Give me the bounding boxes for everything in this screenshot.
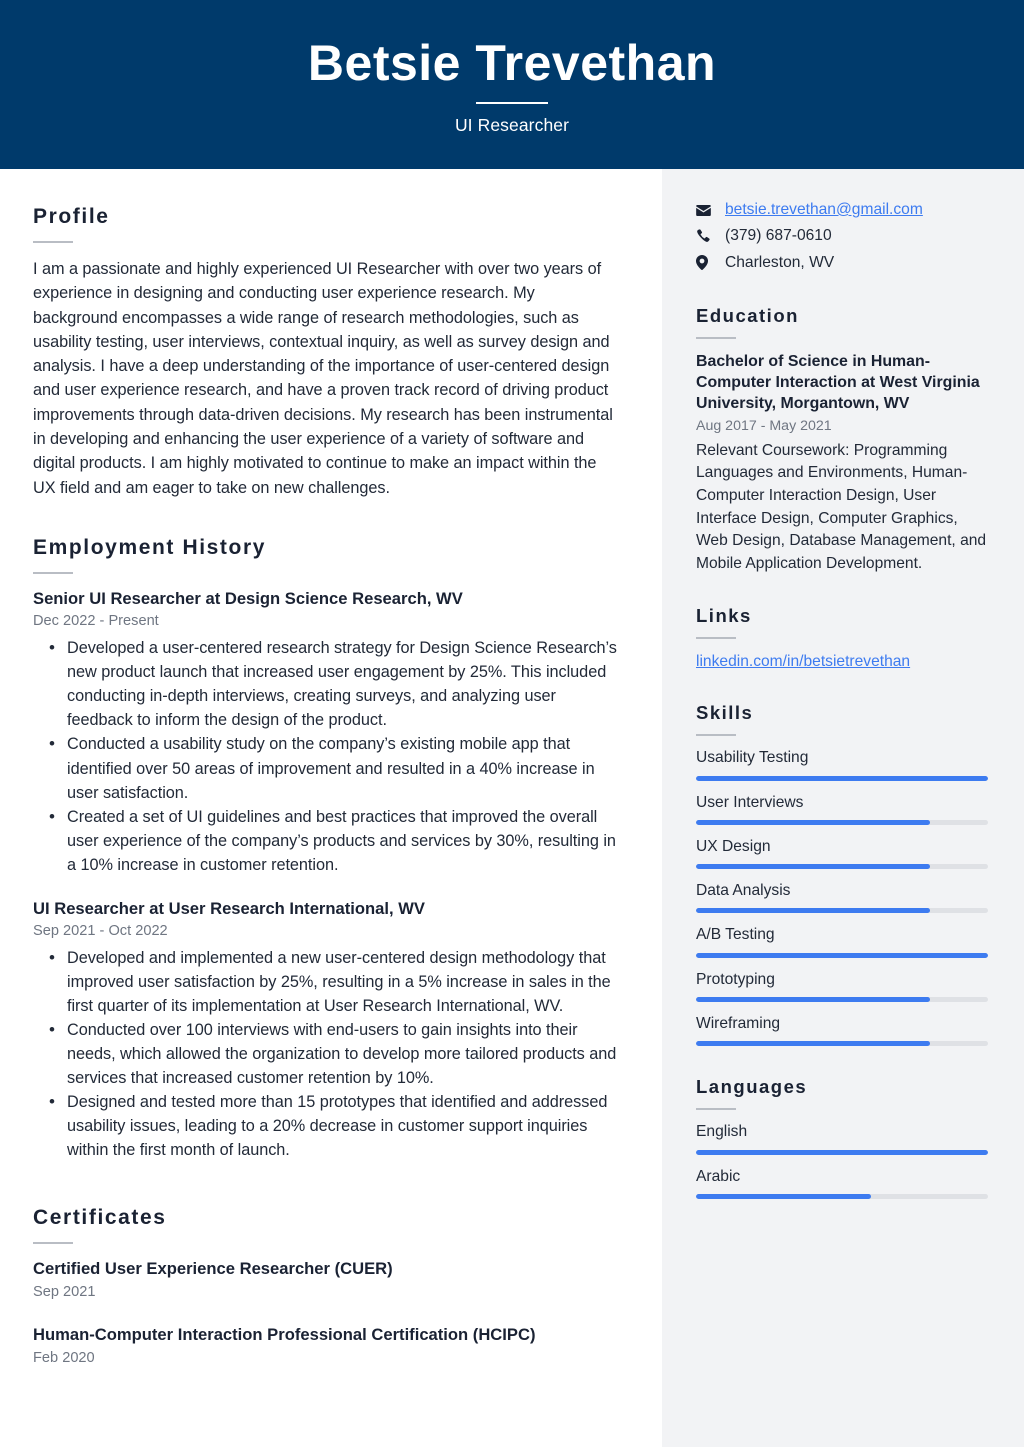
job-bullet: • Developed and implemented a new user-centered design methodology that improved user satisfaction by 25%, resulting in a 5% increase in sales in the first quarter of its implementation at User Research International, WV. (67, 946, 620, 1018)
phone-icon (696, 229, 716, 243)
section-rule (696, 1108, 736, 1110)
job-title: Senior UI Researcher at Design Science Research, WV (33, 588, 463, 608)
section-links (696, 605, 988, 672)
skill (696, 925, 988, 957)
skill (696, 748, 988, 780)
language (696, 1122, 988, 1154)
resume-body (0, 169, 1024, 1447)
job-bullet-list (33, 946, 620, 1162)
contact-row (696, 253, 988, 273)
section-heading-employment: Employment History (33, 535, 267, 559)
envelope-icon (696, 205, 716, 216)
skill-label: Prototyping (696, 970, 775, 988)
language (696, 1167, 988, 1199)
language-meter-fill (696, 1150, 988, 1155)
skill-meter-track (696, 1041, 988, 1046)
section-rule (33, 1242, 73, 1244)
section-rule (696, 734, 736, 736)
skill-meter-fill (696, 864, 930, 869)
links-list (696, 651, 988, 672)
contact-value: (379) 687-0610 (725, 227, 832, 245)
skill-meter-track (696, 864, 988, 869)
education-coursework: Relevant Coursework: Programming Languages and Environments, Human-Computer Interaction Design, User Interface Design, Computer Graphics, Web Design, Database Management, and Mobile Application Development. (696, 441, 987, 572)
map-pin-icon (696, 255, 716, 270)
skill-meter-fill (696, 1041, 930, 1046)
contact-row (696, 226, 988, 246)
education-date: Aug 2017 - May 2021 (696, 418, 832, 435)
skill (696, 837, 988, 869)
section-heading-skills: Skills (696, 702, 754, 724)
skill-meter-track (696, 997, 988, 1002)
job-bullet: • Conducted over 100 interviews with end-users to gain insights into their needs, which allowed the organization to develop more tailored products and services that increased customer retention by 10%. (67, 1018, 620, 1090)
section-rule (33, 572, 73, 574)
employment-list (33, 588, 620, 1163)
skill-meter-fill (696, 820, 930, 825)
certificate-entry (33, 1258, 620, 1302)
language-meter-track (696, 1150, 988, 1155)
skill (696, 970, 988, 1002)
job-entry (33, 588, 620, 877)
section-certificates (33, 1206, 620, 1367)
candidate-job-title: UI Researcher (454, 114, 570, 135)
section-education (696, 305, 988, 576)
job-bullet: • Created a set of UI guidelines and best practices that improved the overall user experience of the company’s products and services by 30%, resulting in a 10% increase in customer retention. (67, 805, 620, 877)
section-skills (696, 702, 988, 1046)
job-bullet-list (33, 636, 620, 876)
skill-meter-fill (696, 997, 930, 1002)
certificate-date: Sep 2021 (33, 1284, 96, 1301)
skill (696, 1014, 988, 1046)
skill-meter-track (696, 820, 988, 825)
skill-label: User Interviews (696, 793, 804, 811)
job-entry (33, 898, 620, 1163)
job-title: UI Researcher at User Research International, WV (33, 898, 425, 918)
section-heading-certificates: Certificates (33, 1206, 167, 1230)
candidate-name: Betsie Trevethan (307, 35, 717, 92)
contact-list (696, 200, 988, 273)
skill-label: Data Analysis (696, 882, 791, 900)
contact-value: Charleston, WV (725, 253, 835, 271)
skill-meter-track (696, 953, 988, 958)
skill-meter-fill (696, 953, 988, 958)
job-bullet: • Developed a user-centered research strategy for Design Science Research’s new product launch that increased user engagement by 25%. This included conducting in-depth interviews, creating surveys, and analyzing user feedback to inform the design of the product. (67, 636, 620, 732)
profile-text: I am a passionate and highly experienced UI Researcher with over two years of experience in designing and conducting user experience research. My background encompasses a wide range of research methodologies, such as usability testing, user interviews, contextual inquiry, as well as survey design and analysis. I have a deep understanding of the importance of user-centered design and user experience research, and have a proven track record of driving product improvements through data-driven decisions. My research has been instrumental in developing and enhancing the user experience of a variety of software and digital products. I am highly motivated to continue to make an impact within the UX field and am eager to take on new challenges. (33, 260, 613, 497)
skills-list (696, 748, 988, 1046)
sidebar-column (662, 169, 1024, 1447)
header-divider (476, 102, 548, 104)
main-column (0, 169, 662, 1447)
language-label: English (696, 1123, 748, 1141)
skill-label: Usability Testing (696, 749, 809, 767)
job-date: Sep 2021 - Oct 2022 (33, 923, 168, 940)
section-heading-links: Links (696, 605, 752, 627)
certificate-entry (33, 1324, 620, 1368)
skill (696, 881, 988, 913)
section-rule (33, 241, 73, 243)
job-date: Dec 2022 - Present (33, 613, 159, 630)
job-bullet: • Conducted a usability study on the company’s existing mobile app that identified over 50 areas of improvement and resulted in a 40% increase in user satisfaction. (67, 732, 620, 804)
language-meter-fill (696, 1194, 871, 1199)
section-rule (696, 637, 736, 639)
sidebar-link[interactable]: linkedin.com/in/betsietrevethan (696, 653, 911, 671)
education-degree: Bachelor of Science in Human-Computer Interaction at West Virginia University, Morgantown, WV (696, 352, 980, 413)
section-heading-languages: Languages (696, 1076, 808, 1098)
language-meter-track (696, 1194, 988, 1199)
section-profile (33, 205, 620, 500)
certificate-date: Feb 2020 (33, 1349, 95, 1366)
language-label: Arabic (696, 1167, 741, 1185)
skill-meter-fill (696, 776, 988, 781)
section-languages (696, 1076, 988, 1199)
skill-meter-track (696, 776, 988, 781)
skill (696, 793, 988, 825)
certificate-list (33, 1258, 620, 1367)
languages-list (696, 1122, 988, 1199)
skill-label: A/B Testing (696, 926, 775, 944)
skill-meter-track (696, 908, 988, 913)
skill-meter-fill (696, 908, 930, 913)
resume-header (0, 0, 1024, 169)
section-heading-education: Education (696, 304, 799, 326)
job-bullet: • Designed and tested more than 15 prototypes that identified and addressed usability issues, leading to a 20% decrease in customer support inquiries within the first month of launch. (67, 1090, 620, 1162)
section-heading-profile: Profile (33, 205, 110, 228)
section-rule (696, 337, 736, 339)
contact-email-link[interactable]: betsie.trevethan@gmail.com (725, 201, 923, 218)
certificate-title: Certified User Experience Researcher (CUER) (33, 1259, 393, 1279)
contact-row[interactable] (696, 200, 988, 220)
section-employment-history (33, 536, 620, 1163)
skill-label: UX Design (696, 837, 771, 855)
certificate-title: Human-Computer Interaction Professional Certification (HCIPC) (33, 1325, 536, 1344)
skill-label: Wireframing (696, 1014, 781, 1032)
